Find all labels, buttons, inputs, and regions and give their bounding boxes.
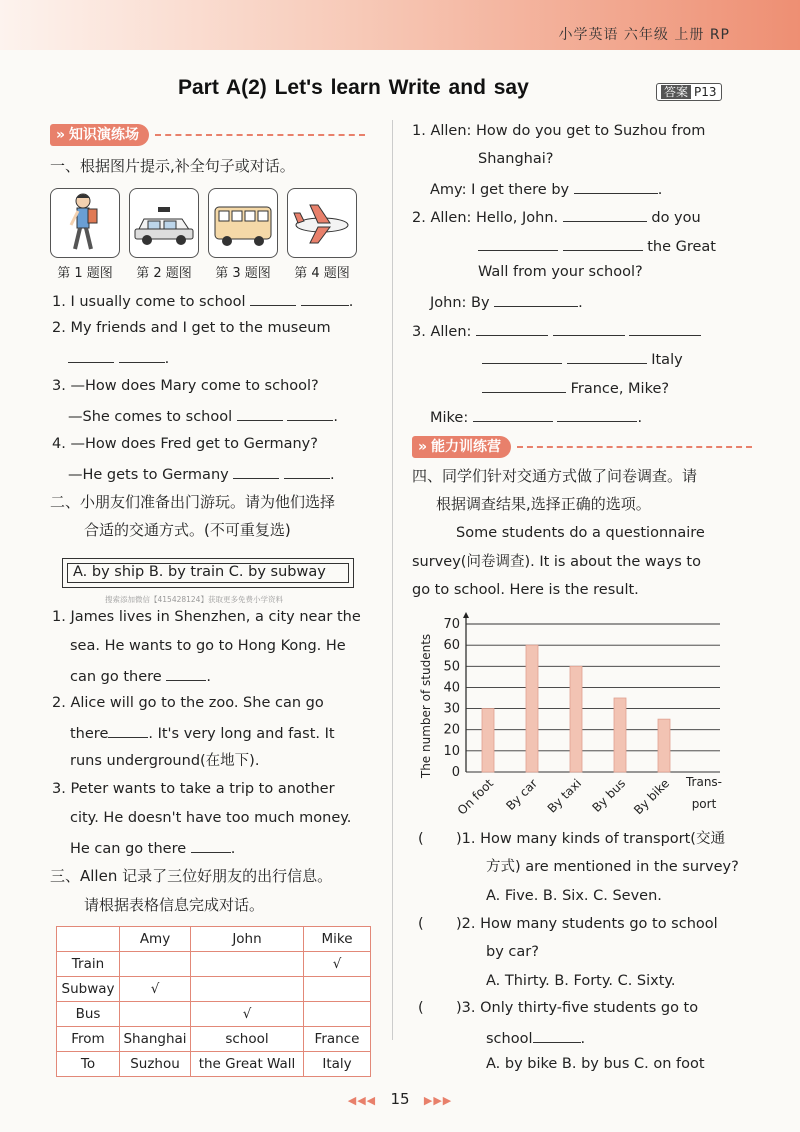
sec4-para-2: survey(问卷调查). It is about the ways to: [412, 554, 701, 570]
table-cell: [120, 1002, 191, 1027]
chart-ytick-label: 10: [443, 743, 460, 759]
table-row: [57, 1002, 371, 1027]
options-box: [62, 558, 354, 588]
answer-blank[interactable]: [563, 206, 647, 222]
friends-info-table: [56, 926, 371, 1077]
section3-heading-2: 请根据表格信息完成对话。: [84, 896, 265, 914]
table-cell: √: [120, 977, 191, 1002]
table-cell: [191, 952, 304, 977]
mc-q3-line2: school .: [486, 1027, 585, 1049]
s1-q2: 2. My friends and I get to the museum: [52, 320, 331, 336]
pic-label-1: 第 1 题图: [57, 266, 113, 281]
section4-heading-2: 根据调查结果,选择正确的选项。: [436, 495, 651, 513]
sec4-para-1: Some students do a questionnaire: [456, 525, 705, 541]
table-row: [57, 952, 371, 977]
chart-ytick-label: 50: [443, 659, 460, 675]
chart-xlabel-line2: port: [691, 797, 717, 811]
banner-pill: [50, 124, 149, 146]
chart-ytick-label: 40: [443, 680, 460, 696]
page-number: 15: [390, 1090, 410, 1108]
answer-blank[interactable]: [563, 235, 643, 251]
answer-blank[interactable]: [557, 406, 637, 422]
r-l2a: 2. Allen: Hello, John. do you: [412, 206, 701, 228]
answer-blank[interactable]: [478, 235, 558, 251]
r-l1a: 1. Allen: How do you get to Suzhou from: [412, 123, 706, 139]
top-band: [0, 0, 800, 50]
table-cell: Amy: [120, 927, 191, 952]
chart-bar: [614, 698, 626, 772]
page-title: Part A(2) Let's learn Write and say: [178, 76, 529, 99]
s2-q3b: city. He doesn't have too much money.: [70, 810, 352, 826]
q-paren-2: (: [418, 916, 424, 932]
column-divider: [392, 120, 393, 1040]
table-cell: Subway: [57, 977, 120, 1002]
chart-ylabel: The number of students: [419, 633, 433, 779]
section4-heading-1: 四、同学们针对交通方式做了问卷调查。请: [412, 467, 698, 485]
s2-q2c: runs underground(在地下).: [70, 753, 260, 769]
chart-ytick-label: 70: [443, 617, 460, 632]
sec4-para-3: go to school. Here is the result.: [412, 582, 639, 598]
section2-heading-1: 二、小朋友们准备出门游玩。请为他们选择: [50, 493, 336, 511]
table-cell: To: [57, 1052, 120, 1077]
s2-q3a: 3. Peter wants to take a trip to another: [52, 781, 335, 797]
table-row: [57, 977, 371, 1002]
answer-blank[interactable]: [68, 347, 114, 363]
chart-bar: [658, 719, 670, 772]
s1-q2-blanks: .: [68, 347, 169, 369]
section-banner-knowledge: [50, 124, 365, 146]
answer-blank[interactable]: [476, 320, 548, 336]
mc-q2-line2: by car?: [486, 944, 539, 960]
table-cell: the Great Wall: [191, 1052, 304, 1077]
answer-blank[interactable]: [482, 348, 562, 364]
s2-q2b: there . It's very long and fast. It: [70, 722, 335, 744]
banner-pill: [412, 436, 511, 458]
pic-label-2: 第 2 题图: [136, 266, 192, 281]
chart-axis-arrow-icon: [463, 612, 469, 618]
answer-blank[interactable]: [233, 463, 279, 479]
s2-q3c: He can go there .: [70, 837, 235, 859]
dashed-line: [517, 446, 752, 448]
r-l3b: Italy: [482, 348, 683, 370]
table-cell: [57, 927, 120, 952]
dashed-line: [155, 134, 365, 136]
table-cell: Mike: [304, 927, 371, 952]
section1-heading: 一、根据图片提示,补全句子或对话。: [50, 157, 295, 175]
table-header-row: [57, 927, 371, 952]
answer-blank[interactable]: [166, 665, 206, 681]
chart-bar: [526, 645, 538, 772]
table-cell: John: [191, 927, 304, 952]
chevron-icon: »: [418, 439, 428, 455]
answer-page: P13: [694, 85, 717, 99]
s1-q3b: —She comes to school .: [68, 405, 338, 427]
bus-icon: [208, 188, 278, 258]
table-cell: Italy: [304, 1052, 371, 1077]
chart-ytick-label: 0: [451, 765, 460, 780]
answer-blank[interactable]: [553, 320, 625, 336]
s2-q1b: sea. He wants to go to Hong Kong. He: [70, 638, 346, 654]
table-row: [57, 1027, 371, 1052]
answer-blank[interactable]: [250, 290, 296, 306]
r-l1b: Shanghai?: [478, 151, 554, 167]
answer-blank[interactable]: [533, 1027, 581, 1043]
q-paren-1: (: [418, 831, 424, 847]
answer-label: 答案: [661, 85, 691, 99]
s1-q4a: 4. —How does Fred get to Germany?: [52, 436, 318, 452]
pic-label-3: 第 3 题图: [215, 266, 271, 281]
chart-bar: [482, 709, 494, 772]
table-cell: [304, 1002, 371, 1027]
banner-label: 能力训练营: [431, 439, 502, 455]
page-footer: [0, 1090, 800, 1108]
table-cell: Train: [57, 952, 120, 977]
answer-blank[interactable]: [574, 178, 658, 194]
mc-q3-line1: )3. Only thirty-five students go to: [456, 1000, 699, 1016]
chart-category-label: On foot: [454, 776, 497, 818]
s2-q1a: 1. James lives in Shenzhen, a city near the: [52, 609, 361, 625]
table-row: [57, 1052, 371, 1077]
prev-arrows-icon: ◀◀◀: [347, 1094, 377, 1107]
walking-student-icon: [50, 188, 120, 258]
s2-q2a: 2. Alice will go to the zoo. She can go: [52, 695, 324, 711]
answer-blank[interactable]: [284, 463, 330, 479]
mc-q2-options: A. Thirty. B. Forty. C. Sixty.: [486, 973, 676, 989]
mc-q3-options: A. by bike B. by bus C. on foot: [486, 1056, 705, 1072]
book-info: 小学英语 六年级 上册 RP: [558, 27, 730, 43]
table-cell: Shanghai: [120, 1027, 191, 1052]
s2-q1c: can go there .: [70, 665, 211, 687]
table-cell: Bus: [57, 1002, 120, 1027]
mc-q1-line1: )1. How many kinds of transport(交通: [456, 831, 725, 847]
answer-blank[interactable]: [482, 377, 566, 393]
r-l2c: Wall from your school?: [478, 264, 643, 280]
chart-xlabel-line1: Trans-: [685, 775, 723, 789]
s1-q1: 1. I usually come to school .: [52, 290, 353, 312]
chart-ytick-label: 60: [443, 638, 460, 654]
table-cell: √: [304, 952, 371, 977]
table-cell: France: [304, 1027, 371, 1052]
mc-q1-options: A. Five. B. Six. C. Seven.: [486, 888, 662, 904]
table-cell: √: [191, 1002, 304, 1027]
table-cell: [191, 977, 304, 1002]
answer-blank[interactable]: [567, 348, 647, 364]
chart-ytick-label: 20: [443, 722, 460, 738]
options-text: A. by ship B. by train C. by subway: [73, 564, 326, 580]
chart-category-label: By taxi: [544, 776, 585, 816]
answer-blank[interactable]: [629, 320, 701, 336]
section-banner-ability: [412, 436, 752, 458]
r-l3c: France, Mike?: [482, 377, 669, 399]
next-arrows-icon: ▶▶▶: [423, 1094, 453, 1107]
table-cell: [120, 952, 191, 977]
chart-xlabel-full: Trans- port: [708, 821, 714, 822]
r-l1c: Amy: I get there by .: [430, 178, 662, 200]
pic-label-4: 第 4 题图: [294, 266, 350, 281]
table-cell: Suzhou: [120, 1052, 191, 1077]
section2-heading-2: 合适的交通方式。(不可重复选): [84, 521, 291, 539]
s1-q4b: —He gets to Germany .: [68, 463, 335, 485]
taxi-icon: [129, 188, 199, 258]
chart-category-label: By bike: [631, 776, 673, 818]
chevron-icon: »: [56, 127, 66, 143]
table-cell: [304, 977, 371, 1002]
answer-blank[interactable]: [108, 722, 148, 738]
q-paren-3: (: [418, 1000, 424, 1016]
s1-q3a: 3. —How does Mary come to school?: [52, 378, 319, 394]
section3-heading-1: 三、Allen 记录了三位好朋友的出行信息。: [50, 867, 333, 885]
answer-blank[interactable]: [191, 837, 231, 853]
answer-blank[interactable]: [119, 347, 165, 363]
answer-blank[interactable]: [473, 406, 553, 422]
banner-label: 知识演练场: [69, 127, 140, 143]
answer-blank[interactable]: [301, 290, 349, 306]
table-cell: school: [191, 1027, 304, 1052]
chart-category-label: By bus: [589, 776, 629, 815]
table-cell: From: [57, 1027, 120, 1052]
mc-q1-line2: 方式) are mentioned in the survey?: [486, 859, 739, 875]
answer-tag: [656, 83, 722, 101]
watermark-text: 搜索添加微信【415428124】获取更多免费小学资料: [105, 595, 283, 604]
answer-blank[interactable]: [494, 291, 578, 307]
answer-blank[interactable]: [287, 405, 333, 421]
chart-category-label: By car: [503, 776, 541, 814]
chart-bar: [570, 666, 582, 772]
r-l2d: John: By .: [430, 291, 583, 313]
chart-ytick-label: 30: [443, 701, 460, 717]
r-l2b: the Great: [478, 235, 716, 257]
answer-blank[interactable]: [237, 405, 283, 421]
r-l3a: 3. Allen:: [412, 320, 701, 342]
transport-bar-chart: [408, 606, 738, 826]
mc-q2-line1: )2. How many students go to school: [456, 916, 718, 932]
airplane-icon: [287, 188, 357, 258]
r-l3d: Mike: .: [430, 406, 642, 428]
